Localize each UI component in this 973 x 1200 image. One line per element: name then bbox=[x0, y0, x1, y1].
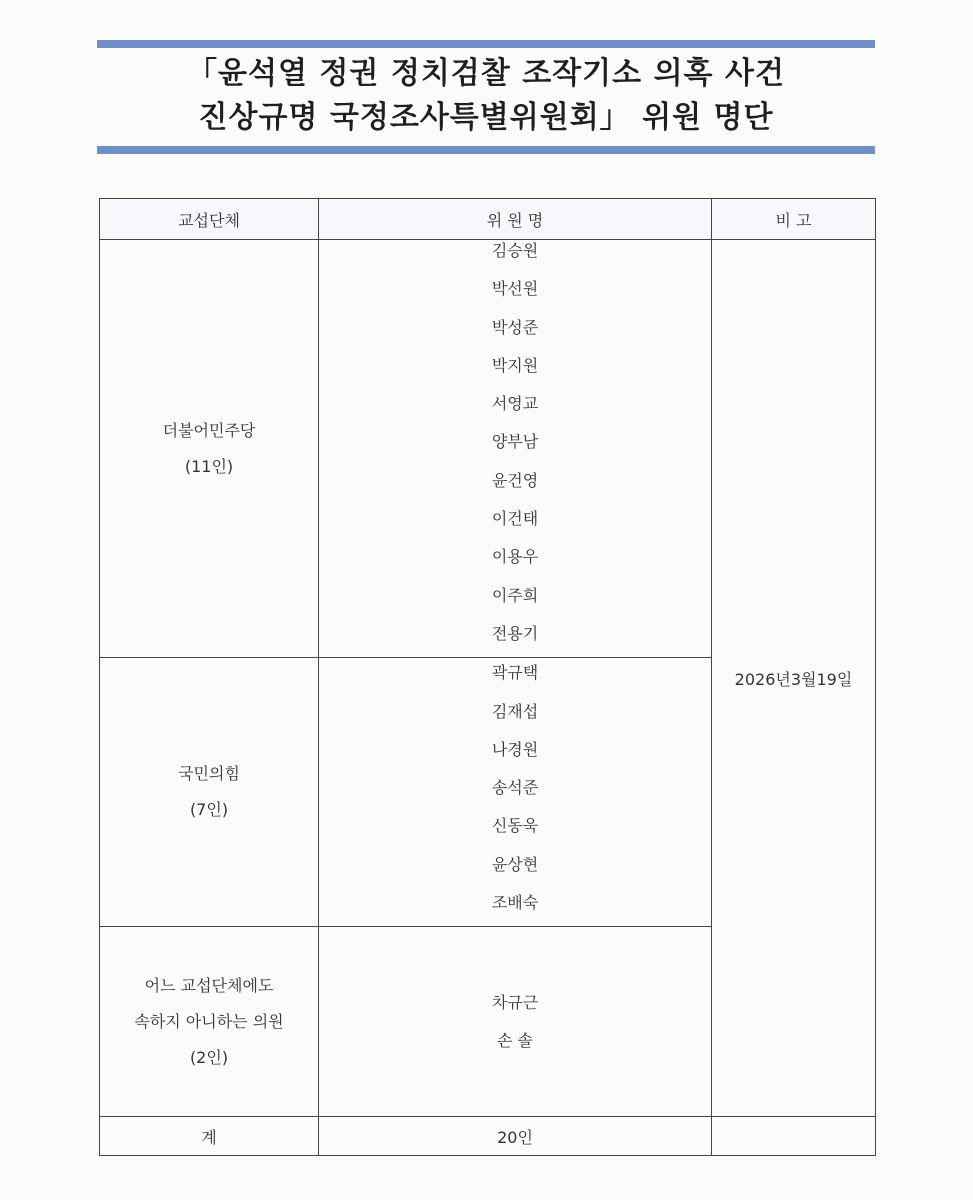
header-members: 위 원 명 bbox=[319, 199, 712, 240]
group-name-line2: 속하지 아니하는 의원 bbox=[134, 1011, 284, 1031]
member-name: 조배숙 bbox=[491, 893, 539, 913]
table-row bbox=[100, 240, 876, 658]
member-name: 이용우 bbox=[491, 547, 539, 567]
title-bottom-rule bbox=[97, 146, 875, 154]
group-name-line1: 어느 교섭단체에도 bbox=[144, 975, 274, 995]
group-count: (7인) bbox=[189, 800, 229, 820]
total-note bbox=[712, 1117, 876, 1156]
title-top-rule bbox=[97, 40, 875, 48]
group-cell-democratic bbox=[100, 240, 319, 658]
member-name: 박선원 bbox=[491, 279, 539, 299]
member-name: 나경원 bbox=[491, 739, 539, 759]
member-name: 양부남 bbox=[491, 432, 539, 452]
member-roster-table bbox=[99, 198, 876, 1156]
member-name: 김재섭 bbox=[491, 701, 539, 721]
member-name: 손 솔 bbox=[497, 1030, 533, 1050]
member-name: 윤상현 bbox=[491, 854, 539, 874]
note-cell bbox=[712, 240, 876, 1117]
header-note: 비 고 bbox=[712, 199, 876, 240]
members-cell-democratic bbox=[319, 240, 712, 658]
group-count: (11인) bbox=[184, 456, 234, 476]
member-name: 이주희 bbox=[491, 585, 539, 605]
member-name: 신동욱 bbox=[491, 816, 539, 836]
note-date: 2026년3월19일 bbox=[734, 669, 853, 689]
members-cell-ppp bbox=[319, 658, 712, 927]
group-cell-ppp bbox=[100, 658, 319, 927]
document-title bbox=[97, 52, 875, 144]
member-name: 박지원 bbox=[491, 355, 539, 375]
group-name: 국민의힘 bbox=[178, 764, 240, 784]
title-line-2: 진상규명 국정조사특별위원회」 위원 명단 bbox=[198, 100, 774, 135]
members-cell-independent bbox=[319, 927, 712, 1117]
member-name: 차규근 bbox=[491, 992, 539, 1012]
member-name: 이건태 bbox=[491, 509, 539, 529]
member-name: 박성준 bbox=[491, 317, 539, 337]
group-name: 더불어민주당 bbox=[162, 420, 256, 440]
member-name: 윤건영 bbox=[491, 470, 539, 490]
group-count: (2인) bbox=[189, 1047, 229, 1067]
total-value: 20인 bbox=[319, 1117, 712, 1156]
member-name: 전용기 bbox=[491, 623, 539, 643]
member-name: 곽규택 bbox=[491, 663, 539, 683]
header-group: 교섭단체 bbox=[100, 199, 319, 240]
table-header-row bbox=[100, 199, 876, 240]
member-name: 송석준 bbox=[491, 778, 539, 798]
title-line-1: 「윤석열 정권 정치검찰 조작기소 의혹 사건 bbox=[187, 56, 785, 91]
member-name: 서영교 bbox=[491, 394, 539, 414]
total-row bbox=[100, 1117, 876, 1156]
member-name: 김승원 bbox=[491, 241, 539, 260]
group-cell-independent bbox=[100, 927, 319, 1117]
total-label: 계 bbox=[100, 1117, 319, 1156]
